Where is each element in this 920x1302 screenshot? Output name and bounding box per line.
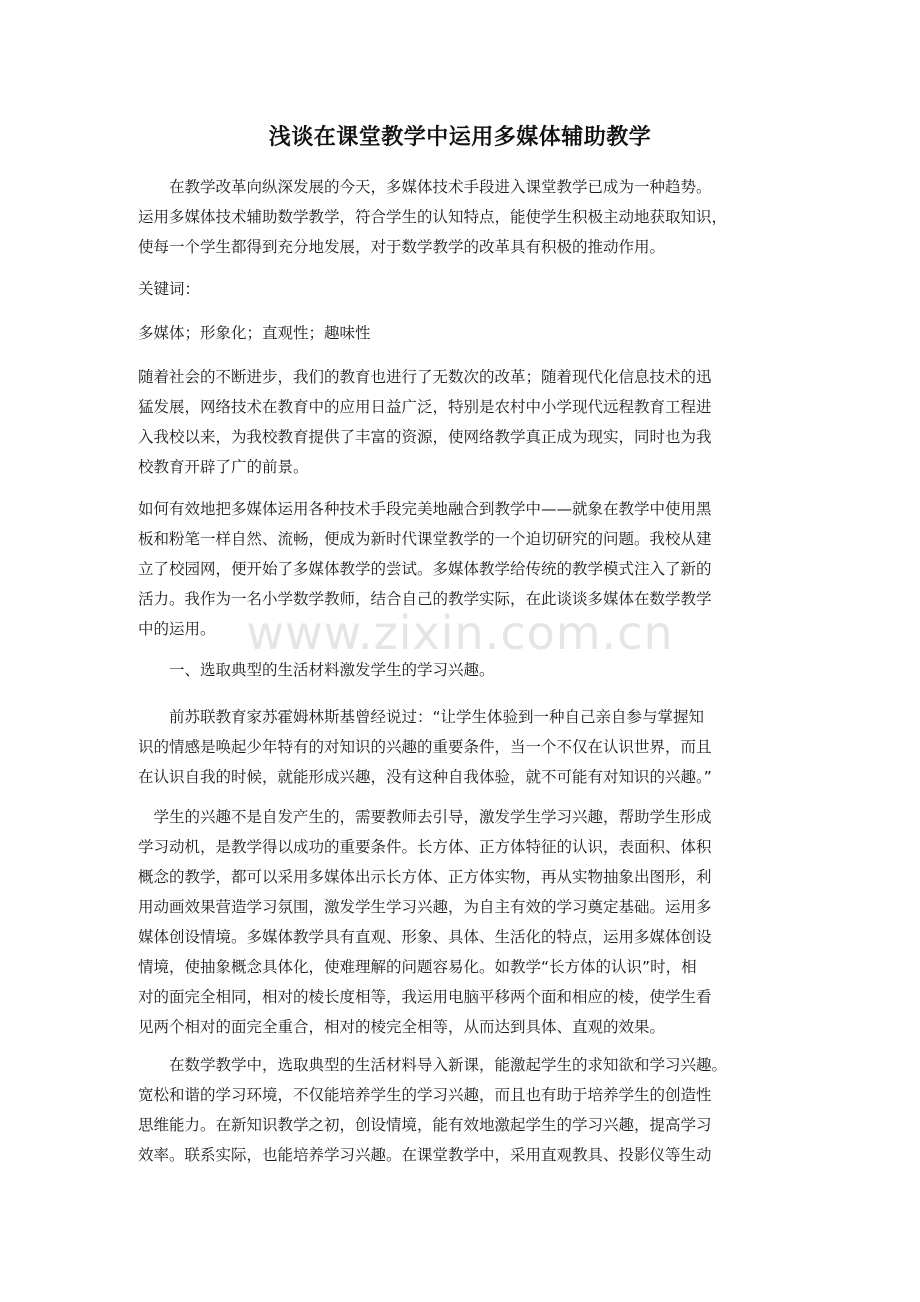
text-line: 猛发展，网络技术在教育中的应用日益广泛，特别是农村中小学现代远程教育工程进 xyxy=(138,398,712,416)
document-title: 浅谈在课堂教学中运用多媒体辅助教学 xyxy=(268,125,652,150)
keywords-label-text: 关键词： xyxy=(138,280,201,298)
text-line: 随着社会的不断进步，我们的教育也进行了无数次的改革；随着现代化信息技术的迅 xyxy=(138,368,712,386)
text-line: 校教育开辟了广的前景。 xyxy=(138,458,309,476)
text-line: 如何有效地把多媒体运用各种技术手段完美地融合到教学中——就象在教学中使用黑 xyxy=(138,500,712,518)
text-line: 学生的兴趣不是自发产生的，需要教师去引导，激发学生学习兴趣，帮助学生形成 xyxy=(138,808,712,826)
text-line: 立了校园网，便开始了多媒体教学的尝试。多媒体教学给传统的教学模式注入了新的 xyxy=(138,560,712,578)
question-paragraph xyxy=(138,494,798,644)
text-line: 学习动机，是教学得以成功的重要条件。长方体、正方体特征的认识，表面积、体积 xyxy=(138,838,712,856)
text-line: 对的面完全相同，相对的棱长度相等，我运用电脑平移两个面和相应的棱，使学生看 xyxy=(138,988,712,1006)
text-line: 宽松和谐的学习环境，不仅能培养学生的学习兴趣，而且也有助于培养学生的创造性 xyxy=(138,1086,712,1104)
section1-heading xyxy=(138,655,798,685)
watermark: www.zixin.com.cn xyxy=(246,606,674,660)
text-line: 使每一个学生都得到充分地发展，对于数学教学的改革具有积极的推动作用。 xyxy=(138,238,666,256)
text-line: 在教学改革向纵深发展的今天，多媒体技术手段进入课堂教学已成为一种趋势。 xyxy=(138,178,712,196)
intro-paragraph xyxy=(138,362,798,482)
text-line: 在认识自我的时候，就能形成兴趣，没有这种自我体验，就不可能有对知识的兴趣。” xyxy=(138,768,712,786)
text-line: 在数学教学中，选取典型的生活材料导入新课，能激起学生的求知欲和学习兴趣。 xyxy=(138,1056,728,1074)
section-heading-text: 一、选取典型的生活材料激发学生的学习兴趣。 xyxy=(138,661,495,679)
text-line: 媒体创设情境。多媒体教学具有直观、形象、具体、生活化的特点，运用多媒体创设 xyxy=(138,928,712,946)
quote-paragraph xyxy=(138,702,798,792)
text-line: 见两个相对的面完全重合，相对的棱完全相等，从而达到具体、直观的效果。 xyxy=(138,1018,666,1036)
text-line: 运用多媒体技术辅助数学教学，符合学生的认知特点，能使学生积极主动地获取知识， xyxy=(138,208,728,226)
keywords-paragraph xyxy=(138,318,798,348)
text-line: 中的运用。 xyxy=(138,620,216,638)
text-line: 活力。我作为一名小学数学教师，结合自己的教学实际，在此谈谈多媒体在数学教学 xyxy=(138,590,712,608)
text-line: 入我校以来，为我校教育提供了丰富的资源，使网络教学真正成为现实，同时也为我 xyxy=(138,428,712,446)
text-line: 前苏联教育家苏霍姆林斯基曾经说过：“让学生体验到一种自己亲自参与掌握知 xyxy=(138,708,705,726)
last-paragraph xyxy=(138,1050,798,1170)
text-line: 板和粉笔一样自然、流畅，便成为新时代课堂教学的一个迫切研究的问题。我校从建 xyxy=(138,530,712,548)
text-line: 情境，使抽象概念具体化，使难理解的问题容易化。如教学“长方体的认识”时，相 xyxy=(138,958,697,976)
interest-paragraph xyxy=(138,802,798,1042)
abstract-paragraph xyxy=(138,172,798,262)
text-line: 用动画效果营造学习氛围，激发学生学习兴趣，为自主有效的学习奠定基础。运用多 xyxy=(138,898,712,916)
text-line: 概念的教学，都可以采用多媒体出示长方体、正方体实物，再从实物抽象出图形，利 xyxy=(138,868,712,886)
keywords-label xyxy=(138,274,798,304)
text-line: 识的情感是唤起少年特有的对知识的兴趣的重要条件，当一个不仅在认识世界，而且 xyxy=(138,738,712,756)
keywords-text: 多媒体；形象化；直观性；趣味性 xyxy=(138,324,371,342)
text-line: 效率。联系实际，也能培养学习兴趣。在课堂教学中，采用直观教具、投影仪等生动 xyxy=(138,1146,712,1164)
text-line: 思维能力。在新知识教学之初，创设情境，能有效地激起学生的学习兴趣，提高学习 xyxy=(138,1116,712,1134)
